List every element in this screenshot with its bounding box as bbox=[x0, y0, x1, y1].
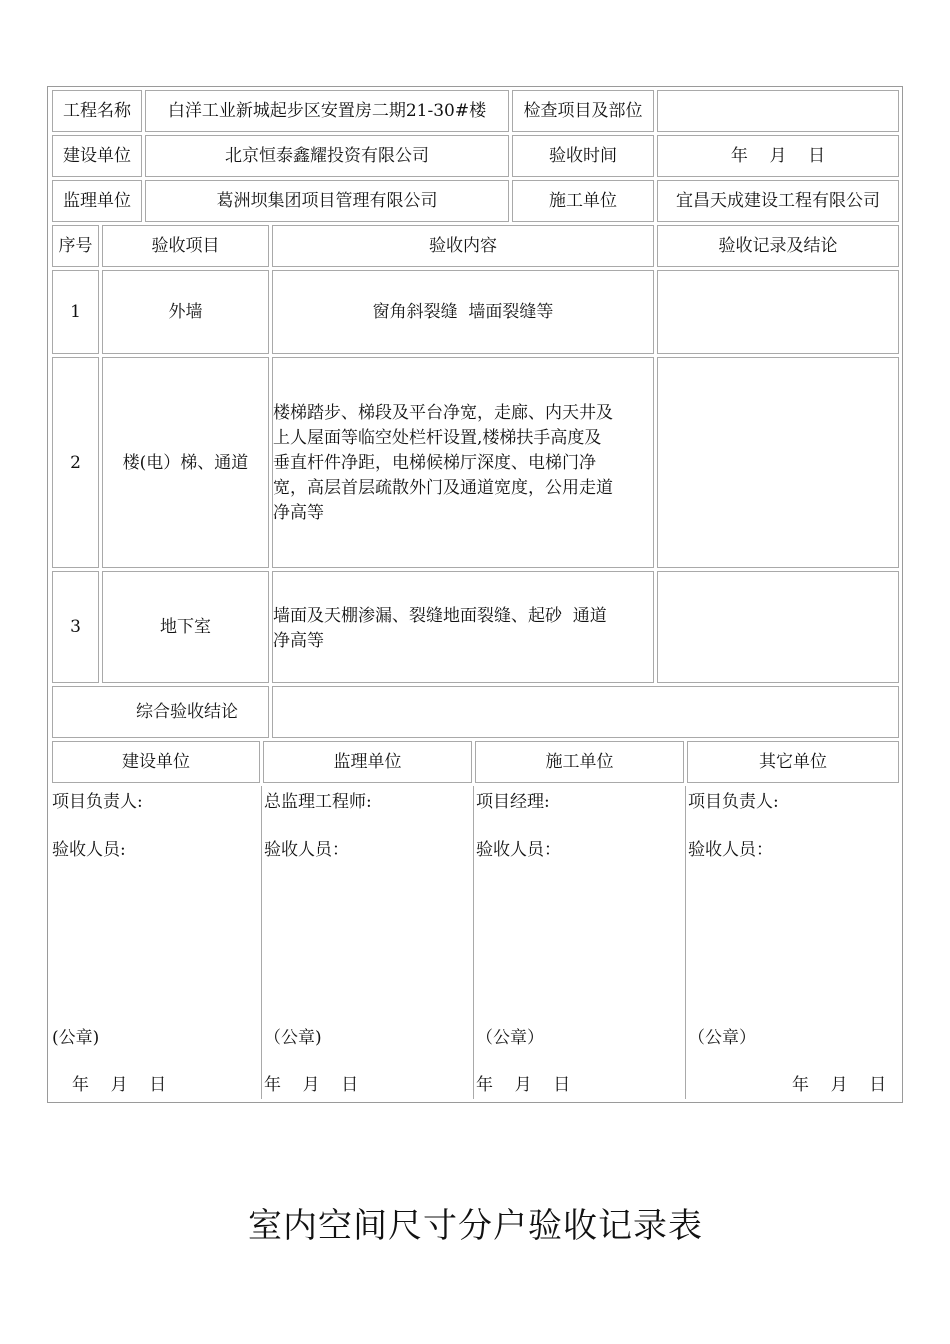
signoff-divider bbox=[261, 786, 262, 1099]
signoff-other-lead: 项目负责人: bbox=[688, 792, 779, 812]
signoff-contractor-lead: 项目经理: bbox=[476, 792, 550, 812]
signoff-contractor-title: 施工单位 bbox=[545, 752, 614, 772]
document-title: 室内空间尺寸分户验收记录表 bbox=[248, 1206, 703, 1246]
row3-seq: 3 bbox=[70, 617, 81, 637]
signoff-supervisor-staff: 验收人员： bbox=[264, 840, 349, 860]
signoff-contractor-seal: （公章） bbox=[476, 1028, 544, 1048]
row2-content-line: 上人屋面等临空处栏杆设置,楼梯扶手高度及 bbox=[273, 428, 602, 448]
signoff-builder-date: 年 月 日 bbox=[72, 1075, 167, 1095]
signoff-builder-title: 建设单位 bbox=[122, 752, 190, 772]
row2-content-line: 净高等 bbox=[273, 503, 324, 523]
supervisor-value: 葛洲坝集团项目管理有限公司 bbox=[216, 191, 438, 211]
signoff-supervisor-lead: 总监理工程师: bbox=[264, 792, 372, 812]
signoff-other-staff: 验收人员： bbox=[688, 840, 773, 860]
signoff-contractor-staff: 验收人员： bbox=[476, 840, 561, 860]
row2-item: 楼(电）梯、通道 bbox=[122, 452, 249, 473]
builder-value: 北京恒泰鑫耀投资有限公司 bbox=[225, 146, 429, 166]
conclusion-value bbox=[272, 686, 899, 738]
acceptance-time-value: 年 月 日 bbox=[730, 146, 826, 166]
row2-seq: 2 bbox=[70, 452, 81, 473]
row2-content-line: 垂直杆件净距，电梯候梯厅深度、电梯门净 bbox=[273, 453, 596, 473]
signoff-divider bbox=[473, 786, 474, 1099]
col-header-seq: 序号 bbox=[58, 236, 93, 256]
inspection-item-label: 检查项目及部位 bbox=[523, 101, 643, 121]
signoff-other-seal: （公章） bbox=[688, 1028, 756, 1048]
signoff-builder-seal: (公章) bbox=[52, 1028, 100, 1048]
contractor-label: 施工单位 bbox=[549, 191, 617, 211]
signoff-other-title: 其它单位 bbox=[759, 752, 827, 772]
project-name-value: 白洋工业新城起步区安置房二期21-30#楼 bbox=[167, 101, 487, 121]
row3-content-line: 墙面及天棚渗漏、裂缝地面裂缝、起砂 通道 bbox=[273, 606, 607, 626]
row2-content-line: 楼梯踏步、梯段及平台净宽，走廊、内天井及 bbox=[273, 403, 613, 423]
builder-label: 建设单位 bbox=[63, 146, 131, 166]
row1-record bbox=[657, 270, 899, 354]
row3-item: 地下室 bbox=[160, 617, 211, 637]
col-header-record: 验收记录及结论 bbox=[718, 236, 838, 256]
row1-content: 窗角斜裂缝 墙面裂缝等 bbox=[372, 302, 554, 322]
col-header-content: 验收内容 bbox=[429, 236, 497, 256]
project-name-label: 工程名称 bbox=[63, 101, 131, 121]
signoff-divider bbox=[685, 786, 686, 1099]
supervisor-label: 监理单位 bbox=[63, 191, 131, 211]
row3-content-line: 净高等 bbox=[273, 631, 324, 651]
conclusion-label: 综合验收结论 bbox=[136, 702, 238, 722]
inspection-item-value bbox=[657, 90, 899, 132]
signoff-supervisor-title: 监理单位 bbox=[333, 752, 402, 772]
signoff-supervisor-seal: （公章) bbox=[264, 1028, 322, 1048]
row2-content-line: 宽，高层首层疏散外门及通道宽度，公用走道 bbox=[273, 478, 613, 498]
row2-record bbox=[657, 357, 899, 568]
row3-record bbox=[657, 571, 899, 683]
signoff-builder-staff: 验收人员: bbox=[52, 840, 126, 860]
row1-item: 外墙 bbox=[168, 302, 203, 322]
acceptance-time-label: 验收时间 bbox=[549, 146, 617, 166]
signoff-supervisor-date: 年 月 日 bbox=[264, 1075, 359, 1095]
signoff-contractor-date: 年 月 日 bbox=[476, 1075, 571, 1095]
signoff-builder-lead: 项目负责人: bbox=[52, 792, 143, 812]
signoff-other-date: 年 月 日 bbox=[792, 1075, 887, 1095]
row1-seq: 1 bbox=[70, 302, 81, 322]
col-header-item: 验收项目 bbox=[151, 236, 220, 256]
contractor-value: 宜昌天成建设工程有限公司 bbox=[676, 191, 880, 211]
